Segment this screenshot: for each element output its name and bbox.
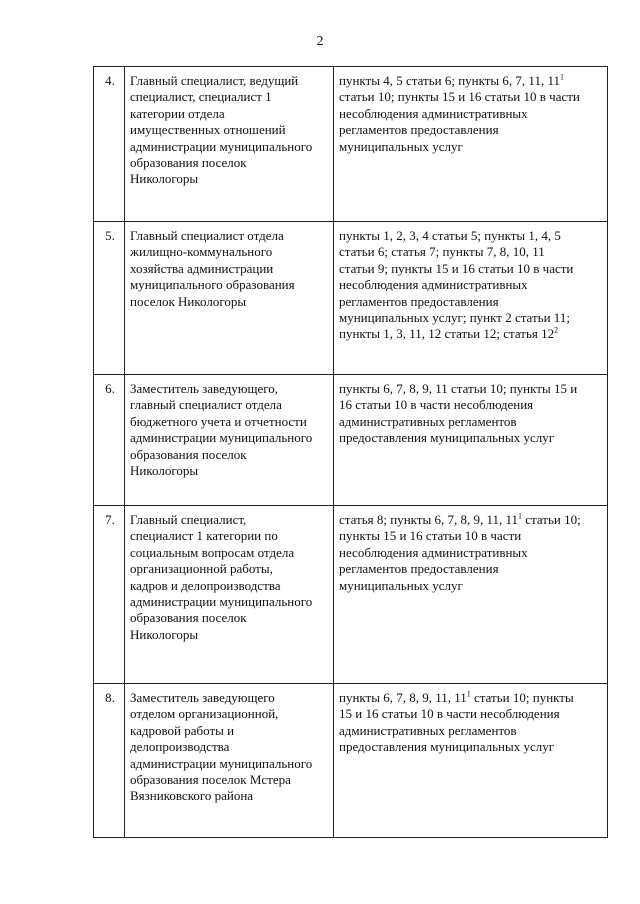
superscript: 1: [466, 689, 471, 699]
articles-cell: [334, 684, 608, 838]
position-line: организационной работы,: [130, 561, 273, 577]
position-line: образования поселок: [130, 446, 247, 462]
position-line: администрации муниципального: [130, 594, 313, 610]
position-line: делопроизводства: [130, 739, 230, 755]
articles-text: регламентов предоставления: [339, 293, 499, 309]
articles-line: [339, 512, 604, 528]
articles-line: [339, 294, 604, 310]
row-number: 6.: [94, 375, 125, 506]
position-line: отделом организационной,: [130, 706, 279, 722]
articles-text: муниципальных услуг: [339, 577, 463, 593]
articles-text: несоблюдения административных: [339, 105, 528, 121]
superscript: 1: [518, 511, 523, 521]
position-cell: [125, 684, 334, 838]
position-line: специалист 1 категории по: [130, 528, 278, 544]
position-line: Никологоры: [130, 171, 199, 187]
articles-line: [339, 739, 604, 755]
articles-line: [339, 89, 604, 105]
position-line: социальным вопросам отдела: [130, 544, 295, 560]
position-line: Заместитель заведующего,: [130, 381, 279, 396]
table-row: [94, 222, 608, 375]
articles-line: [339, 578, 604, 594]
superscript: 2: [554, 326, 559, 336]
articles-text: пункты 1, 3, 11, 12 статьи 12; статья 12: [339, 326, 555, 342]
position-line: муниципального образования: [130, 277, 295, 293]
page-number: 2: [316, 34, 324, 49]
superscript: 1: [559, 72, 564, 82]
position-cell: [125, 506, 334, 684]
articles-line: [339, 690, 604, 706]
articles-line: [339, 73, 604, 89]
position-line: хозяйства администрации: [130, 260, 274, 276]
articles-text: статьи 10; пункты: [470, 690, 574, 705]
articles-cell: [334, 67, 608, 222]
articles-text: пункты 6, 7, 8, 9, 11, 11: [339, 690, 467, 705]
articles-text: несоблюдения административных: [339, 277, 528, 293]
articles-line: [339, 310, 604, 326]
articles-cell: [334, 506, 608, 684]
articles-text: предоставления муниципальных услуг: [339, 430, 555, 446]
row-number: 5.: [94, 222, 125, 375]
position-line: Заместитель заведующего: [130, 690, 275, 705]
articles-line: [339, 723, 604, 739]
articles-cell: [334, 375, 608, 506]
position-line: образования поселок: [130, 155, 247, 171]
articles-text: административных регламентов: [339, 413, 517, 429]
articles-line: [339, 244, 604, 260]
articles-text: несоблюдения административных: [339, 544, 528, 560]
articles-line: [339, 706, 604, 722]
articles-text: муниципальных услуг: [339, 138, 463, 154]
row-number: 4.: [94, 67, 125, 222]
articles-text: статьи 6; статья 7; пункты 7, 8, 10, 11: [339, 244, 545, 260]
position-cell: [125, 222, 334, 375]
position-line: бюджетного учета и отчетности: [130, 413, 307, 429]
articles-line: [339, 106, 604, 122]
position-line: категории отдела: [130, 105, 225, 121]
articles-line: [339, 430, 604, 446]
position-cell: [125, 375, 334, 506]
articles-text: статьи 9; пункты 15 и 16 статьи 10 в части: [339, 260, 574, 276]
articles-text: регламентов предоставления: [339, 561, 499, 577]
position-line: кадров и делопроизводства: [130, 577, 281, 593]
articles-line: [339, 326, 604, 342]
position-line: образования поселок Мстера: [130, 772, 291, 788]
position-line: Никологоры: [130, 626, 199, 642]
position-line: администрации муниципального: [130, 430, 313, 446]
row-number: 8.: [94, 684, 125, 838]
position-line: администрации муниципального: [130, 755, 313, 771]
articles-line: [339, 528, 604, 544]
table-body: [94, 67, 608, 838]
articles-text: предоставления муниципальных услуг: [339, 739, 555, 755]
articles-text: пункты 1, 2, 3, 4 статьи 5; пункты 1, 4, 5: [339, 228, 561, 243]
responsibility-table: [93, 66, 608, 838]
articles-line: [339, 277, 604, 293]
articles-line: [339, 261, 604, 277]
row-number: 7.: [94, 506, 125, 684]
articles-text: пункты 15 и 16 статьи 10 в части: [339, 528, 522, 544]
articles-text: статьи 10; пункты 15 и 16 статьи 10 в части: [339, 89, 580, 105]
position-line: Главный специалист отдела: [130, 228, 284, 243]
articles-line: [339, 228, 604, 244]
table-row: [94, 506, 608, 684]
position-line: поселок Никологоры: [130, 293, 247, 309]
articles-text: административных регламентов: [339, 722, 517, 738]
articles-text: пункты 6, 7, 8, 9, 11 статьи 10; пункты 15 и: [339, 381, 578, 396]
position-line: имущественных отношений: [130, 122, 286, 138]
position-line: Главный специалист,: [130, 512, 247, 527]
position-line: Вязниковского района: [130, 788, 254, 804]
articles-text: 16 статьи 10 в части несоблюдения: [339, 397, 534, 413]
articles-text: регламентов предоставления: [339, 122, 499, 138]
position-cell: [125, 67, 334, 222]
table-row: [94, 375, 608, 506]
position-line: специалист, специалист 1: [130, 89, 272, 105]
articles-line: [339, 414, 604, 430]
articles-line: [339, 139, 604, 155]
articles-line: [339, 561, 604, 577]
articles-text: пункты 4, 5 статьи 6; пункты 6, 7, 11, 11: [339, 73, 560, 88]
articles-text: 15 и 16 статьи 10 в части несоблюдения: [339, 706, 560, 722]
articles-text: статья 8; пункты 6, 7, 8, 9, 11, 11: [339, 512, 519, 527]
articles-line: [339, 381, 604, 397]
position-line: администрации муниципального: [130, 138, 313, 154]
articles-cell: [334, 222, 608, 375]
articles-line: [339, 545, 604, 561]
position-line: Главный специалист, ведущий: [130, 73, 299, 88]
position-line: образования поселок: [130, 610, 247, 626]
articles-line: [339, 122, 604, 138]
articles-text: муниципальных услуг; пункт 2 статьи 11;: [339, 310, 570, 326]
position-line: жилищно-коммунального: [130, 244, 273, 260]
position-line: главный специалист отдела: [130, 397, 282, 413]
articles-line: [339, 397, 604, 413]
table-row: [94, 67, 608, 222]
position-line: кадровой работы и: [130, 722, 235, 738]
articles-text: статьи 10;: [522, 512, 581, 527]
table-row: [94, 684, 608, 838]
position-line: Никологоры: [130, 463, 199, 479]
